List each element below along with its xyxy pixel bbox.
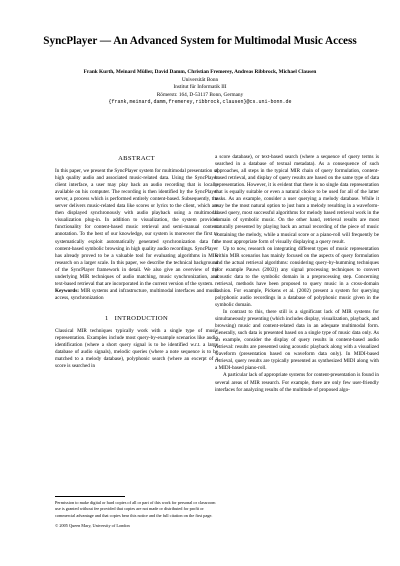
section-number: 1 — [104, 314, 109, 322]
body-paragraph: In contrast to this, there still is a significant lack of MIR systems for simultaneously presenting (which includes display, visualization, playback, and browsing) music and content-related data in an adequate multimodal form. Generally, such data is presented based on a single type of music data only. As an example, consider the display of query results in content-based audio retrieval: results are presented using acoustic playback along with a visualized waveform (presentation based on waveform data only). In MIDI-based retrieval, query results are typically presented as synthesized MIDI along with a MIDI-based piano-roll. — [215, 309, 379, 372]
abstract-heading: ABSTRACT — [118, 155, 155, 162]
affiliation-university: Universität Bonn — [181, 76, 219, 83]
postal-address: Römerstr. 164, D-53117 Bonn, Germany — [156, 91, 244, 98]
footnote-rule — [55, 496, 125, 497]
body-paragraph: Up to now, research on integrating different types of music representation within MIR scenarios has mainly focused on the aspects of query formulation and the actual retrieval algorithms: considering query-by-humming techniques (for example Pauws (2002)) any signal processing techniques to convert acoustic data to the symbolic domain in a preprocessing step. Concerning retrieval, methods have been proposed to query music in a cross-domain fashion. For example, Pickens et al. (2002) present a system for querying polyphonic audio recordings in a database of polyphonic music given in the symbolic domain. — [215, 245, 379, 308]
author-block — [0, 69, 400, 107]
footnote — [55, 500, 218, 530]
author-list: Frank Kurth, Meinard Müller, David Damm, Christian Fremerey, Andreas Ribbrock, Michael Clausen — [83, 69, 317, 75]
keywords — [55, 288, 218, 302]
body-paragraph: A particular lack of appropriate systems for content-presentation is found in several areas of MIR research. For example, there are only few user-friendly interfaces for analyzing results of the multitude of proposed algo- — [215, 372, 379, 393]
keywords-text: MIR systems and infrastructure, multimodal interfaces and music access, synchronization — [55, 287, 218, 301]
section-title: INTRODUCTION — [114, 314, 169, 322]
introduction-text: Classical MIR techniques typically work with a single type of music representation. Examples include most query-by-example scenarios like audio identification (where a short query signal is to be identified w.r.t. a large database of audio signals), melodic queries (where a note sequence is to be matched to a melody database), polyphonic search (where an excerpt of a score is searched in — [55, 327, 218, 370]
abstract-text: In this paper, we present the SyncPlayer system for multimodal presentation of high quality audio and associated music-related data. Using the SyncPlayer client interface, a user may play back an audio recording that is locally available on his computer. The recording is then identified by the SyncPlayer server, a process which is performed entirely content-based. Subsequently, the server delivers music-related data like scores or lyrics to the client, which are then displayed synchronously with audio playback using a multimodal visualization plug-in. In addition to visualization, the system provides functionality for content-based music retrieval and semi-manual content annotation. To the best of our knowledge, our system is moreover the first to systematically exploit automatically generated synchronization data for content-based symbolic browsing in high quality audio recordings. SyncPlayer has already proved to be a valuable tool for evaluating algorithms in MIR research on a larger scale. In this paper, we describe the technical background of the SyncPlayer framework in detail. We also give an overview of the underlying MIR techniques of audio matching, music synchronization, and text-based retrieval that are incorporated in the current version of the system. — [55, 168, 218, 287]
body-paragraph: a score database), or text-based search (where a sequence of query terms is searched in a database of textual metadata). As a consequence of such approaches, all steps in the typical MIR chain of query formulation, content-based retrieval, and display of query results are based on the same type of data representation. However, it is evident that there is no single data representation that is equally suitable or even a natural choice to be used for all of the latter tasks. As an example, consider a user querying a melody database. While it may be the most natural option to just hum a melody resulting in a waveform-based query, most successful algorithms for melody based retrieval work in the domain of symbolic music. On the other hand, retrieval results are most naturally presented by playing back an actual recording of the piece of music containing the melody, while a musical score or a piano-roll will frequently be the most appropriate form of visually displaying a query result. — [215, 154, 379, 245]
section-heading-introduction — [55, 315, 218, 322]
email-addresses: {frank,meinard,damm,fremerey,ribbrock,clausen}@cs.uni-bonn.de — [108, 99, 292, 106]
copyright-notice: © 2005 Queen Mary, University of London — [55, 523, 130, 529]
permission-notice: Permission to make digital or hard copies of all or part of this work for personal or classroom use is granted without fee provided that copies are not made or distributed for profit or commercial advantage and that copies bear this notice and the full citation on the first page. — [55, 500, 216, 518]
paper-title: SyncPlayer — An Advanced System for Multimodal Music Access — [43, 35, 357, 47]
right-column — [215, 154, 379, 394]
keywords-label: Keywords: — [55, 287, 79, 294]
left-column — [55, 155, 218, 370]
affiliation-institute: Institut für Informatik III — [173, 84, 227, 91]
